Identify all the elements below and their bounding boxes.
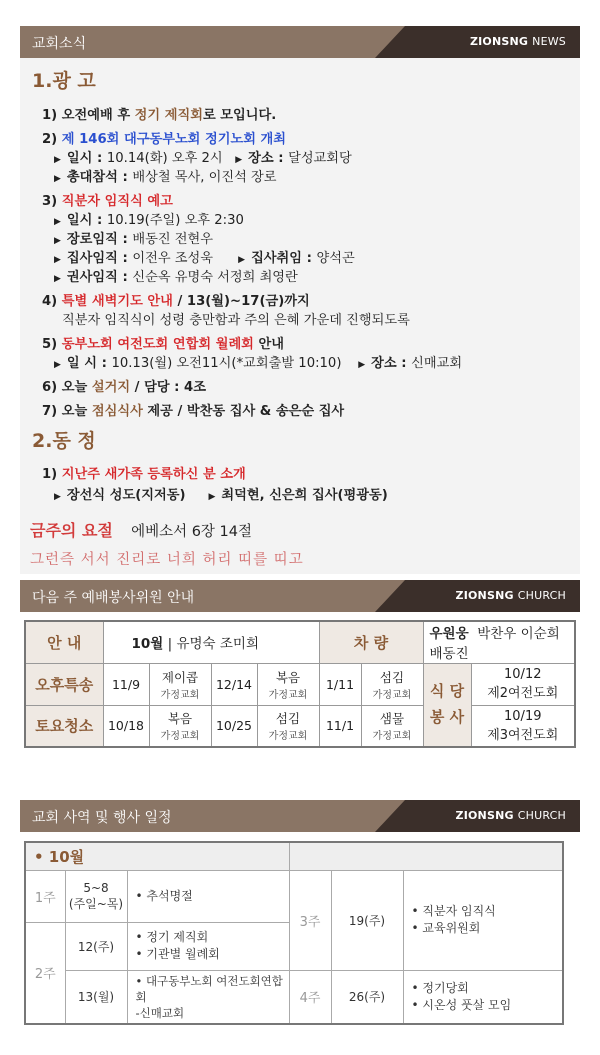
meal-label: 식 당 봉 사 <box>423 663 471 747</box>
announcement-6: 6) 오늘 설거지 / 담당 : 4조 <box>42 380 206 395</box>
schedule-date: 26(주) <box>331 970 403 1024</box>
choir-team: 제이콥 가정교회 <box>149 663 211 705</box>
triangle-bullet-icon: ▶ <box>54 174 61 184</box>
clean-team: 샘물 가정교회 <box>361 705 423 747</box>
choir-label: 오후특송 <box>25 663 103 705</box>
clean-label: 토요청소 <box>25 705 103 747</box>
service-row-choir <box>25 663 575 705</box>
car-value: 우원웅 박찬우 이순희 배동진 <box>423 621 575 663</box>
schedule-event: • 정기 제직회 • 기관별 월례회 <box>127 922 289 970</box>
schedule-date: 19(주) <box>331 870 403 970</box>
announcement-2-line1: ▶ 일시 : 10.14(화) 오후 2시 ▶ 장소 : 달성교회당 <box>54 151 352 166</box>
service-section-header <box>20 580 580 612</box>
choir-team: 복음 가정교회 <box>257 663 319 705</box>
schedule-week: 1주 <box>25 870 65 922</box>
guide-label: 안 내 <box>25 621 103 663</box>
service-section-title: 다음 주 예배봉사위원 안내 <box>32 590 195 606</box>
triangle-bullet-icon: ▶ <box>358 360 366 370</box>
schedule-event: • 추석명절 <box>127 870 289 922</box>
service-table <box>24 620 576 748</box>
announcement-3-line3: ▶ 집사임직 : 이전우 조성욱 ▶ 집사취임 : 양석곤 <box>54 251 355 266</box>
announcement-4-title: 4) 특별 새벽기도 안내 / 13(월)~17(금)까지 <box>42 294 310 309</box>
schedule-date: 12(주) <box>65 922 127 970</box>
announcement-5-line1: ▶ 일 시 : 10.13(월) 오전11시(*교회출발 10:10) ▶ 장소 : 신매교회 <box>54 356 463 371</box>
announcement-2-line2: ▶ 총대참석 : 배상철 목사, 이진석 장로 <box>54 170 277 185</box>
triangle-bullet-icon: ▶ <box>54 274 61 284</box>
guide-value: 10월 | 유명숙 조미희 <box>103 621 319 663</box>
choir-date: 1/11 <box>319 663 361 705</box>
triangle-bullet-icon: ▶ <box>54 217 61 227</box>
service-brand-tag: ZIONSNG CHURCH <box>455 589 566 602</box>
verse-reference-line: 금주의 요절 에베소서 6장 14절 <box>30 521 252 540</box>
news-1-title: 1) 지난주 새가족 등록하신 분 소개 <box>42 467 246 482</box>
news-panel <box>20 58 580 574</box>
triangle-bullet-icon: ▶ <box>54 492 61 502</box>
triangle-bullet-icon: ▶ <box>238 255 246 265</box>
triangle-bullet-icon: ▶ <box>54 155 61 165</box>
schedule-row <box>25 870 563 922</box>
clean-date: 10/18 <box>103 705 149 747</box>
schedule-month: • 10월 <box>25 842 289 870</box>
clean-team: 복음 가정교회 <box>149 705 211 747</box>
news-1-people: ▶ 장선식 성도(지저동) ▶ 최덕현, 신은희 집사(평광동) <box>54 488 388 503</box>
choir-date: 11/9 <box>103 663 149 705</box>
triangle-bullet-icon: ▶ <box>54 360 61 370</box>
schedule-event: • 대구동부노회 여전도회연합회 -신매교회 <box>127 970 289 1024</box>
meal-1: 10/12 제2여전도회 <box>471 663 575 705</box>
car-label: 차 량 <box>319 621 423 663</box>
announcement-3-line2: ▶ 장로임직 : 배동진 전현우 <box>54 232 213 247</box>
choir-date: 12/14 <box>211 663 257 705</box>
news-heading: 2.동 정 <box>32 430 96 452</box>
announcement-3-line1: ▶ 일시 : 10.19(주일) 오후 2:30 <box>54 213 244 228</box>
news-brand-tag: ZIONSNG NEWS <box>469 35 566 48</box>
schedule-week: 4주 <box>289 970 331 1024</box>
schedule-section-header <box>20 800 580 832</box>
announcement-3-line4: ▶ 권사임직 : 신순옥 유명숙 서정희 최영란 <box>54 270 298 285</box>
schedule-table <box>24 841 564 1025</box>
triangle-bullet-icon: ▶ <box>54 236 61 246</box>
schedule-section-title: 교회 사역 및 행사 일정 <box>32 810 172 826</box>
news-section-title: 교회소식 <box>32 36 87 52</box>
announcement-3-title: 3) 직분자 임직식 예고 <box>42 194 173 209</box>
announcement-1: 1) 오전예배 후 정기 제직회로 모입니다. <box>42 108 277 123</box>
service-row-clean <box>25 705 575 747</box>
meal-2: 10/19 제3여전도회 <box>471 705 575 747</box>
service-row-guide-car <box>25 621 575 663</box>
announcement-5-title: 5) 동부노회 여전도회 연합회 월례회 안내 <box>42 337 284 352</box>
clean-date: 11/1 <box>319 705 361 747</box>
triangle-bullet-icon: ▶ <box>54 255 61 265</box>
schedule-brand-tag: ZIONSNG CHURCH <box>455 809 566 822</box>
schedule-row <box>25 970 563 1024</box>
triangle-bullet-icon: ▶ <box>208 492 216 502</box>
triangle-bullet-icon: ▶ <box>235 155 243 165</box>
announcement-7: 7) 오늘 점심식사 제공 / 박찬동 집사 & 송은순 집사 <box>42 404 345 419</box>
schedule-week: 3주 <box>289 870 331 970</box>
clean-date: 10/25 <box>211 705 257 747</box>
schedule-event: • 정기당회 • 시온성 풋살 모임 <box>403 970 563 1024</box>
schedule-week: 2주 <box>25 922 65 1024</box>
clean-team: 섬김 가정교회 <box>257 705 319 747</box>
choir-team: 섬김 가정교회 <box>361 663 423 705</box>
schedule-date: 5~8 (주일~목) <box>65 870 127 922</box>
verse-text: 그런즉 서서 진리로 너희 허리 띠를 띠고 <box>30 552 304 568</box>
announcements-heading: 1.광 고 <box>32 70 96 92</box>
news-section-header <box>20 26 580 58</box>
announcement-4-desc: 직분자 임직식이 성령 충만함과 주의 은혜 가운데 진행되도록 <box>62 313 410 328</box>
announcement-2-title: 2) 제 146회 대구동부노회 정기노회 개최 <box>42 132 287 147</box>
schedule-event: • 직분자 임직식 • 교육위원회 <box>403 870 563 970</box>
schedule-date: 13(월) <box>65 970 127 1024</box>
